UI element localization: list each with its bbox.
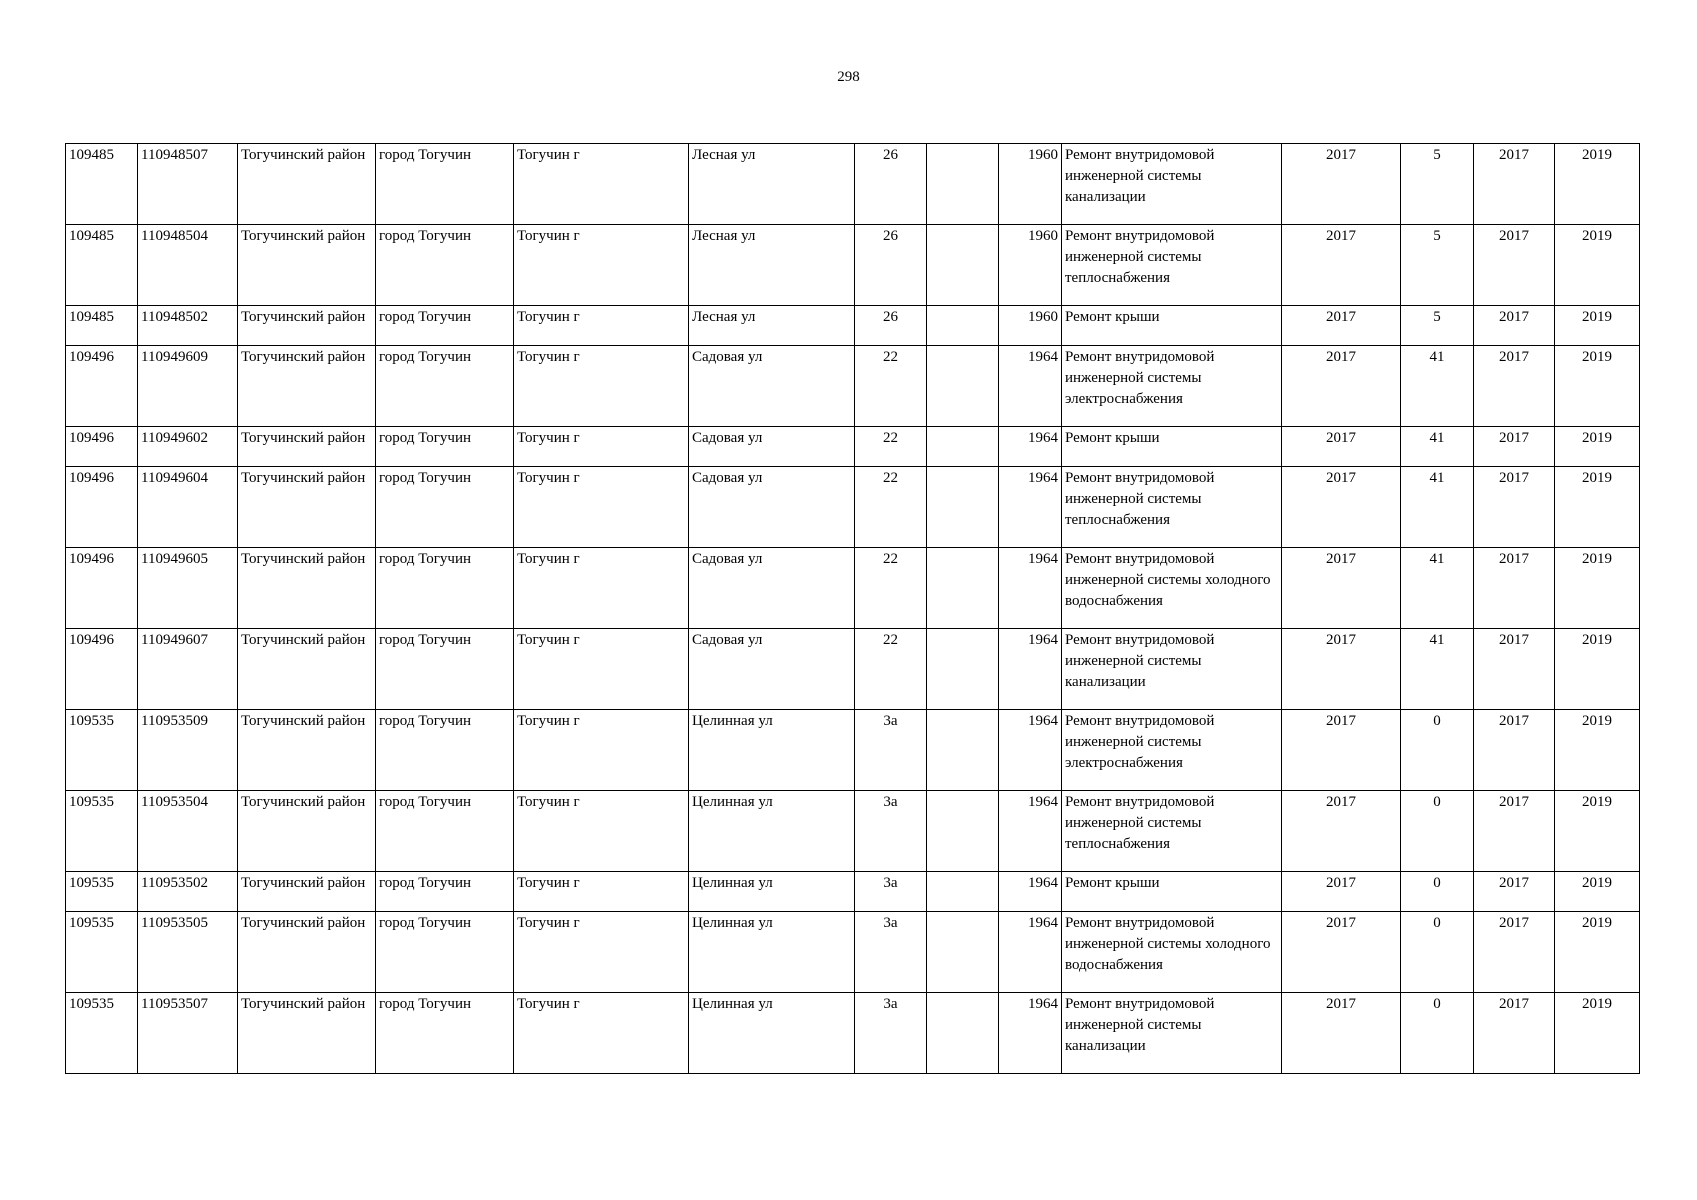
district-cell: Тогучинский район — [238, 993, 376, 1074]
start-year-cell: 2017 — [1474, 872, 1555, 912]
house-number-cell: 22 — [855, 467, 927, 548]
build-year-cell: 1964 — [999, 993, 1062, 1074]
work-id-cell: 110949604 — [138, 467, 238, 548]
year-cell: 2017 — [1282, 872, 1401, 912]
count-cell: 5 — [1401, 306, 1474, 346]
end-year-cell: 2019 — [1555, 346, 1640, 427]
house-number-cell: 26 — [855, 225, 927, 306]
municipality-cell: город Тогучин — [376, 993, 514, 1074]
year-cell: 2017 — [1282, 993, 1401, 1074]
end-year-cell: 2019 — [1555, 791, 1640, 872]
locality-cell: Тогучин г — [514, 912, 689, 993]
building-cell — [927, 225, 999, 306]
table-row — [66, 993, 1640, 1074]
house-id-cell: 109496 — [66, 346, 138, 427]
table-row — [66, 467, 1640, 548]
work-id-cell: 110953509 — [138, 710, 238, 791]
building-cell — [927, 346, 999, 427]
street-cell: Садовая ул — [689, 346, 855, 427]
house-number-cell: 22 — [855, 548, 927, 629]
house-id-cell: 109535 — [66, 791, 138, 872]
work-type-cell: Ремонт крыши — [1062, 306, 1282, 346]
house-id-cell: 109496 — [66, 629, 138, 710]
work-id-cell: 110953504 — [138, 791, 238, 872]
table-row — [66, 346, 1640, 427]
building-cell — [927, 993, 999, 1074]
start-year-cell: 2017 — [1474, 629, 1555, 710]
work-id-cell: 110953507 — [138, 993, 238, 1074]
street-cell: Садовая ул — [689, 427, 855, 467]
build-year-cell: 1964 — [999, 791, 1062, 872]
end-year-cell: 2019 — [1555, 710, 1640, 791]
table-row — [66, 791, 1640, 872]
table-row — [66, 629, 1640, 710]
locality-cell: Тогучин г — [514, 144, 689, 225]
count-cell: 41 — [1401, 629, 1474, 710]
end-year-cell: 2019 — [1555, 548, 1640, 629]
count-cell: 0 — [1401, 710, 1474, 791]
year-cell: 2017 — [1282, 427, 1401, 467]
street-cell: Целинная ул — [689, 993, 855, 1074]
work-type-cell: Ремонт внутридомовой инженерной системы электроснабжения — [1062, 710, 1282, 791]
page-number: 298 — [837, 69, 860, 85]
municipality-cell: город Тогучин — [376, 427, 514, 467]
house-number-cell: 3а — [855, 912, 927, 993]
start-year-cell: 2017 — [1474, 548, 1555, 629]
building-cell — [927, 306, 999, 346]
district-cell: Тогучинский район — [238, 872, 376, 912]
count-cell: 0 — [1401, 872, 1474, 912]
start-year-cell: 2017 — [1474, 791, 1555, 872]
start-year-cell: 2017 — [1474, 346, 1555, 427]
table-row — [66, 306, 1640, 346]
start-year-cell: 2017 — [1474, 912, 1555, 993]
municipality-cell: город Тогучин — [376, 144, 514, 225]
count-cell: 5 — [1401, 144, 1474, 225]
table-row — [66, 710, 1640, 791]
year-cell: 2017 — [1282, 548, 1401, 629]
end-year-cell: 2019 — [1555, 427, 1640, 467]
municipality-cell: город Тогучин — [376, 710, 514, 791]
street-cell: Целинная ул — [689, 710, 855, 791]
work-id-cell: 110949607 — [138, 629, 238, 710]
locality-cell: Тогучин г — [514, 629, 689, 710]
house-id-cell: 109485 — [66, 306, 138, 346]
building-cell — [927, 791, 999, 872]
end-year-cell: 2019 — [1555, 993, 1640, 1074]
work-type-cell: Ремонт внутридомовой инженерной системы холодного водоснабжения — [1062, 912, 1282, 993]
build-year-cell: 1964 — [999, 427, 1062, 467]
count-cell: 41 — [1401, 467, 1474, 548]
end-year-cell: 2019 — [1555, 225, 1640, 306]
locality-cell: Тогучин г — [514, 872, 689, 912]
street-cell: Садовая ул — [689, 467, 855, 548]
locality-cell: Тогучин г — [514, 548, 689, 629]
building-cell — [927, 427, 999, 467]
locality-cell: Тогучин г — [514, 427, 689, 467]
count-cell: 0 — [1401, 993, 1474, 1074]
year-cell: 2017 — [1282, 912, 1401, 993]
start-year-cell: 2017 — [1474, 993, 1555, 1074]
year-cell: 2017 — [1282, 791, 1401, 872]
start-year-cell: 2017 — [1474, 306, 1555, 346]
street-cell: Целинная ул — [689, 912, 855, 993]
municipality-cell: город Тогучин — [376, 225, 514, 306]
repair-registry-table — [65, 143, 1640, 1074]
build-year-cell: 1964 — [999, 548, 1062, 629]
house-id-cell: 109535 — [66, 872, 138, 912]
building-cell — [927, 710, 999, 791]
end-year-cell: 2019 — [1555, 144, 1640, 225]
house-id-cell: 109485 — [66, 144, 138, 225]
municipality-cell: город Тогучин — [376, 912, 514, 993]
locality-cell: Тогучин г — [514, 225, 689, 306]
year-cell: 2017 — [1282, 144, 1401, 225]
year-cell: 2017 — [1282, 710, 1401, 791]
end-year-cell: 2019 — [1555, 629, 1640, 710]
house-number-cell: 22 — [855, 629, 927, 710]
count-cell: 41 — [1401, 548, 1474, 629]
start-year-cell: 2017 — [1474, 225, 1555, 306]
district-cell: Тогучинский район — [238, 710, 376, 791]
year-cell: 2017 — [1282, 467, 1401, 548]
end-year-cell: 2019 — [1555, 872, 1640, 912]
street-cell: Целинная ул — [689, 872, 855, 912]
year-cell: 2017 — [1282, 225, 1401, 306]
end-year-cell: 2019 — [1555, 912, 1640, 993]
work-id-cell: 110948507 — [138, 144, 238, 225]
house-number-cell: 26 — [855, 306, 927, 346]
building-cell — [927, 912, 999, 993]
count-cell: 5 — [1401, 225, 1474, 306]
house-id-cell: 109485 — [66, 225, 138, 306]
building-cell — [927, 548, 999, 629]
work-type-cell: Ремонт внутридомовой инженерной системы теплоснабжения — [1062, 467, 1282, 548]
start-year-cell: 2017 — [1474, 710, 1555, 791]
table-row — [66, 427, 1640, 467]
work-type-cell: Ремонт внутридомовой инженерной системы канализации — [1062, 629, 1282, 710]
house-number-cell: 22 — [855, 427, 927, 467]
street-cell: Целинная ул — [689, 791, 855, 872]
work-type-cell: Ремонт внутридомовой инженерной системы теплоснабжения — [1062, 225, 1282, 306]
work-id-cell: 110948504 — [138, 225, 238, 306]
house-id-cell: 109496 — [66, 548, 138, 629]
district-cell: Тогучинский район — [238, 548, 376, 629]
year-cell: 2017 — [1282, 346, 1401, 427]
work-type-cell: Ремонт внутридомовой инженерной системы электроснабжения — [1062, 346, 1282, 427]
work-id-cell: 110949602 — [138, 427, 238, 467]
build-year-cell: 1964 — [999, 872, 1062, 912]
district-cell: Тогучинский район — [238, 467, 376, 548]
build-year-cell: 1964 — [999, 710, 1062, 791]
house-id-cell: 109496 — [66, 467, 138, 548]
end-year-cell: 2019 — [1555, 467, 1640, 548]
district-cell: Тогучинский район — [238, 427, 376, 467]
work-id-cell: 110949609 — [138, 346, 238, 427]
municipality-cell: город Тогучин — [376, 791, 514, 872]
house-id-cell: 109535 — [66, 993, 138, 1074]
house-id-cell: 109535 — [66, 710, 138, 791]
locality-cell: Тогучин г — [514, 710, 689, 791]
table-row — [66, 872, 1640, 912]
count-cell: 0 — [1401, 791, 1474, 872]
work-id-cell: 110953502 — [138, 872, 238, 912]
district-cell: Тогучинский район — [238, 225, 376, 306]
district-cell: Тогучинский район — [238, 791, 376, 872]
street-cell: Лесная ул — [689, 306, 855, 346]
table-row — [66, 225, 1640, 306]
start-year-cell: 2017 — [1474, 144, 1555, 225]
build-year-cell: 1964 — [999, 629, 1062, 710]
work-type-cell: Ремонт внутридомовой инженерной системы канализации — [1062, 993, 1282, 1074]
count-cell: 41 — [1401, 427, 1474, 467]
count-cell: 0 — [1401, 912, 1474, 993]
building-cell — [927, 629, 999, 710]
work-type-cell: Ремонт внутридомовой инженерной системы холодного водоснабжения — [1062, 548, 1282, 629]
locality-cell: Тогучин г — [514, 993, 689, 1074]
work-type-cell: Ремонт крыши — [1062, 427, 1282, 467]
locality-cell: Тогучин г — [514, 306, 689, 346]
municipality-cell: город Тогучин — [376, 346, 514, 427]
house-number-cell: 3а — [855, 872, 927, 912]
locality-cell: Тогучин г — [514, 791, 689, 872]
building-cell — [927, 144, 999, 225]
house-number-cell: 26 — [855, 144, 927, 225]
street-cell: Садовая ул — [689, 548, 855, 629]
work-id-cell: 110953505 — [138, 912, 238, 993]
count-cell: 41 — [1401, 346, 1474, 427]
house-number-cell: 3а — [855, 710, 927, 791]
district-cell: Тогучинский район — [238, 346, 376, 427]
district-cell: Тогучинский район — [238, 306, 376, 346]
district-cell: Тогучинский район — [238, 912, 376, 993]
municipality-cell: город Тогучин — [376, 629, 514, 710]
municipality-cell: город Тогучин — [376, 872, 514, 912]
build-year-cell: 1964 — [999, 467, 1062, 548]
street-cell: Садовая ул — [689, 629, 855, 710]
work-type-cell: Ремонт внутридомовой инженерной системы теплоснабжения — [1062, 791, 1282, 872]
building-cell — [927, 467, 999, 548]
start-year-cell: 2017 — [1474, 427, 1555, 467]
build-year-cell: 1960 — [999, 306, 1062, 346]
locality-cell: Тогучин г — [514, 346, 689, 427]
district-cell: Тогучинский район — [238, 144, 376, 225]
building-cell — [927, 872, 999, 912]
locality-cell: Тогучин г — [514, 467, 689, 548]
build-year-cell: 1960 — [999, 144, 1062, 225]
end-year-cell: 2019 — [1555, 306, 1640, 346]
work-id-cell: 110949605 — [138, 548, 238, 629]
municipality-cell: город Тогучин — [376, 306, 514, 346]
build-year-cell: 1964 — [999, 912, 1062, 993]
house-number-cell: 3а — [855, 993, 927, 1074]
table-row — [66, 548, 1640, 629]
build-year-cell: 1960 — [999, 225, 1062, 306]
street-cell: Лесная ул — [689, 225, 855, 306]
work-type-cell: Ремонт внутридомовой инженерной системы канализации — [1062, 144, 1282, 225]
work-type-cell: Ремонт крыши — [1062, 872, 1282, 912]
table-row — [66, 912, 1640, 993]
municipality-cell: город Тогучин — [376, 467, 514, 548]
build-year-cell: 1964 — [999, 346, 1062, 427]
house-number-cell: 22 — [855, 346, 927, 427]
house-id-cell: 109535 — [66, 912, 138, 993]
work-id-cell: 110948502 — [138, 306, 238, 346]
house-number-cell: 3а — [855, 791, 927, 872]
house-id-cell: 109496 — [66, 427, 138, 467]
year-cell: 2017 — [1282, 306, 1401, 346]
start-year-cell: 2017 — [1474, 467, 1555, 548]
table-row — [66, 144, 1640, 225]
district-cell: Тогучинский район — [238, 629, 376, 710]
municipality-cell: город Тогучин — [376, 548, 514, 629]
year-cell: 2017 — [1282, 629, 1401, 710]
street-cell: Лесная ул — [689, 144, 855, 225]
